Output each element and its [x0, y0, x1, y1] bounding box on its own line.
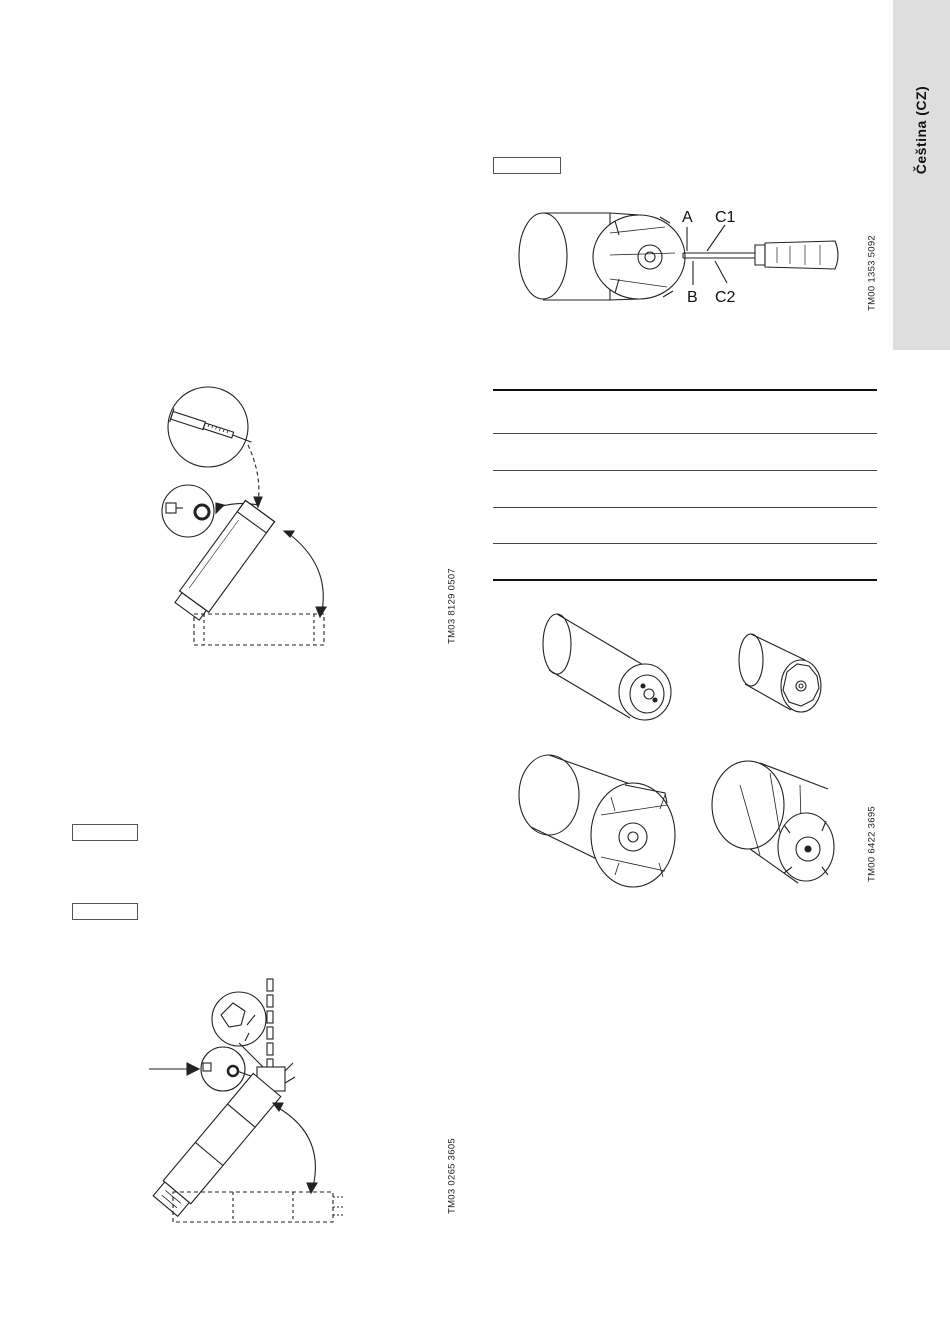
caption-box-top-right	[493, 157, 561, 174]
language-tab	[893, 0, 950, 350]
table-top-rule	[493, 389, 877, 391]
motor-end-types-illustration	[515, 610, 845, 895]
label-b: B	[687, 289, 698, 306]
table-row-divider	[493, 470, 877, 471]
figure-code-top-right: TM00 1353 5092	[866, 234, 878, 312]
label-a: A	[682, 209, 693, 226]
motor-lifting-illustration	[145, 975, 365, 1230]
label-c1: C1	[715, 209, 736, 226]
language-tab-label: Čeština (CZ)	[913, 85, 929, 175]
label-c2: C2	[715, 289, 736, 306]
caption-box-left-1	[72, 824, 138, 841]
figure-code-bottom-left: TM03 0265 3605	[446, 1137, 458, 1215]
figure-code-bottom-right: TM00 6422 3695	[866, 805, 878, 883]
table-bottom-rule	[493, 579, 877, 581]
figure-code-top-left: TM03 8129 0507	[446, 567, 458, 645]
motor-filling-illustration	[150, 385, 350, 655]
screwdriver-adjustment-illustration	[515, 205, 845, 310]
caption-box-left-2	[72, 903, 138, 920]
table-row-divider	[493, 543, 877, 544]
table-row-divider	[493, 433, 877, 434]
table-row-divider	[493, 507, 877, 508]
